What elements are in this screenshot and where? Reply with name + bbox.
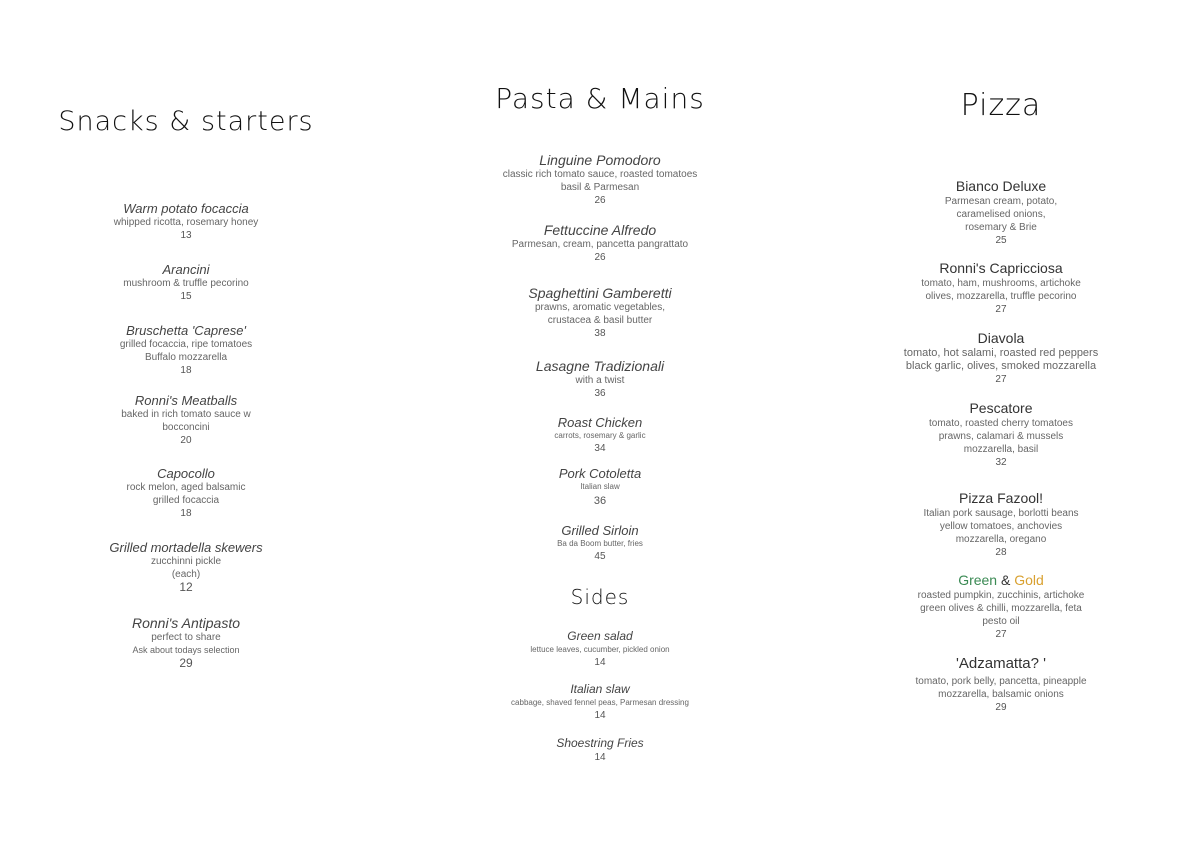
menu-item (554, 415, 645, 455)
item-name (918, 572, 1085, 589)
item-name: 'Adzamatta? ' (956, 655, 1046, 672)
item-name: Grilled Sirloin (561, 523, 639, 538)
menu-item (556, 736, 643, 764)
menu-item (904, 330, 1098, 386)
item-desc: Parmesan, cream, pancetta pangrattato (511, 239, 689, 250)
item-price: 29 (179, 656, 193, 670)
item-name: Pork Cotoletta (558, 466, 642, 481)
item-desc: grilled focaccia, ripe tomatoes (119, 339, 253, 350)
item-desc: perfect to share (151, 632, 221, 643)
item-desc: tomato, roasted cherry tomatoes (929, 418, 1073, 429)
menu-item (120, 323, 252, 377)
item-desc: with a twist (575, 375, 625, 386)
item-name: Lasagne Tradizionali (535, 358, 665, 374)
menu-item (530, 629, 669, 669)
item-desc: tomato, ham, mushrooms, artichoke (921, 278, 1081, 289)
item-desc: prawns, calamari & mussels (938, 431, 1064, 442)
item-name: Warm potato focaccia (123, 201, 249, 216)
item-desc: cabbage, shaved fennel peas, Parmesan dressing (511, 698, 689, 707)
item-desc: Parmesan cream, potato, (944, 196, 1058, 207)
pasta-heading: Pasta & Mains (495, 82, 705, 115)
item-name: Diavola (977, 330, 1025, 346)
item-name: Grilled mortadella skewers (109, 540, 263, 555)
item-desc: mushroom & truffle pecorino (123, 278, 249, 289)
item-name: Pescatore (969, 400, 1033, 416)
item-desc: green olives & chilli, mozzarella, feta (920, 603, 1082, 614)
item-name: Green salad (567, 629, 633, 643)
item-desc: yellow tomatoes, anchovies (939, 521, 1063, 532)
item-desc: mozzarella, basil (963, 444, 1039, 455)
item-price: 14 (594, 710, 606, 721)
menu-item (923, 490, 1078, 559)
menu-item (109, 540, 262, 594)
item-desc: classic rich tomato sauce, roasted tomatoes (502, 169, 698, 180)
item-desc: Italian pork sausage, borlotti beans (923, 508, 1079, 519)
item-desc: Italian slaw (580, 482, 620, 491)
item-name: Roast Chicken (557, 415, 643, 430)
item-name: Italian slaw (570, 682, 630, 696)
item-price: 27 (995, 304, 1007, 315)
item-desc: rosemary & Brie (965, 222, 1037, 233)
menu-item (503, 153, 698, 207)
item-desc: pesto oil (982, 616, 1020, 627)
item-price: 13 (180, 230, 192, 241)
item-name: Shoestring Fries (556, 736, 644, 750)
item-name: Arancini (162, 262, 210, 277)
item-name: Ronni's Antipasto (132, 615, 240, 631)
snacks-heading: Snacks & starters (58, 106, 314, 137)
sides-heading: Sides (570, 585, 630, 609)
item-price: 27 (995, 629, 1007, 640)
item-desc: mozzarella, oregano (955, 534, 1047, 545)
menu-item (132, 616, 240, 670)
item-price: 25 (995, 235, 1007, 246)
item-desc: basil & Parmesan (560, 182, 640, 193)
item-price: 14 (594, 657, 606, 668)
item-price: 14 (594, 752, 606, 763)
pizza-heading: Pizza (960, 88, 1042, 123)
item-desc: prawns, aromatic vegetables, (534, 302, 666, 313)
item-name: Pizza Fazool! (958, 490, 1044, 506)
menu-item (536, 359, 664, 400)
item-desc: Ask about todays selection (132, 645, 240, 655)
item-name-amp: & (997, 572, 1015, 588)
item-price: 18 (180, 365, 192, 376)
item-price: 29 (995, 702, 1007, 713)
menu-item (921, 260, 1081, 316)
item-desc: Buffalo mozzarella (144, 352, 228, 363)
item-desc: black garlic, olives, smoked mozzarella (905, 360, 1097, 372)
item-name: Bruschetta 'Caprese' (126, 323, 246, 338)
menu-item (557, 523, 643, 563)
menu-item (929, 400, 1073, 469)
item-name-green: Green (958, 572, 998, 588)
item-price: 38 (594, 328, 606, 339)
item-desc: grilled focaccia (152, 495, 220, 506)
item-price: 18 (180, 508, 192, 519)
item-desc: olives, mozzarella, truffle pecorino (925, 291, 1077, 302)
menu-item (559, 466, 641, 508)
item-desc: tomato, hot salami, roasted red peppers (903, 347, 1099, 359)
menu-item (512, 223, 688, 264)
item-price: 32 (995, 457, 1007, 468)
item-desc: whipped ricotta, rosemary honey (113, 217, 259, 228)
item-desc: mozzarella, balsamic onions (938, 689, 1064, 700)
item-desc: roasted pumpkin, zucchinis, artichoke (917, 590, 1085, 601)
item-price: 34 (594, 443, 606, 454)
item-desc: (each) (171, 569, 201, 580)
item-desc: baked in rich tomato sauce w (121, 409, 251, 420)
item-price: 36 (593, 495, 607, 507)
menu-item (114, 201, 259, 242)
item-name: Ronni's Meatballs (134, 393, 238, 408)
menu-item (511, 682, 689, 722)
menu-item (127, 466, 246, 520)
item-price: 36 (594, 388, 606, 399)
item-price: 27 (995, 374, 1007, 385)
menu-item (123, 262, 248, 303)
item-price: 26 (594, 252, 606, 263)
item-name: Linguine Pomodoro (539, 152, 661, 168)
menu-item (945, 178, 1057, 247)
item-desc: carrots, rosemary & garlic (554, 431, 646, 440)
item-desc: lettuce leaves, cucumber, pickled onion (530, 645, 670, 654)
item-desc: Ba da Boom butter, fries (557, 539, 643, 548)
item-price: 12 (179, 580, 193, 594)
item-name-gold: Gold (1014, 572, 1044, 588)
item-name: Capocollo (157, 466, 215, 481)
item-desc: tomato, pork belly, pancetta, pineapple (915, 676, 1087, 687)
item-name: Ronni's Capricciosa (939, 260, 1063, 276)
item-name: Fettuccine Alfredo (543, 222, 657, 238)
item-price: 45 (594, 551, 606, 562)
item-desc: rock melon, aged balsamic (126, 482, 246, 493)
item-desc: caramelised onions, (956, 209, 1046, 220)
menu-item (528, 286, 671, 340)
item-price: 28 (995, 547, 1007, 558)
item-desc: crustacea & basil butter (547, 315, 653, 326)
item-price: 20 (180, 435, 192, 446)
menu-item (121, 393, 251, 447)
item-price: 26 (594, 195, 606, 206)
item-desc: bocconcini (162, 422, 210, 433)
item-name: Spaghettini Gamberetti (528, 285, 672, 301)
item-desc: zucchinni pickle (150, 556, 222, 567)
menu-item (918, 572, 1085, 641)
menu-item (915, 655, 1086, 714)
item-price: 15 (180, 291, 192, 302)
item-name: Bianco Deluxe (955, 178, 1047, 194)
